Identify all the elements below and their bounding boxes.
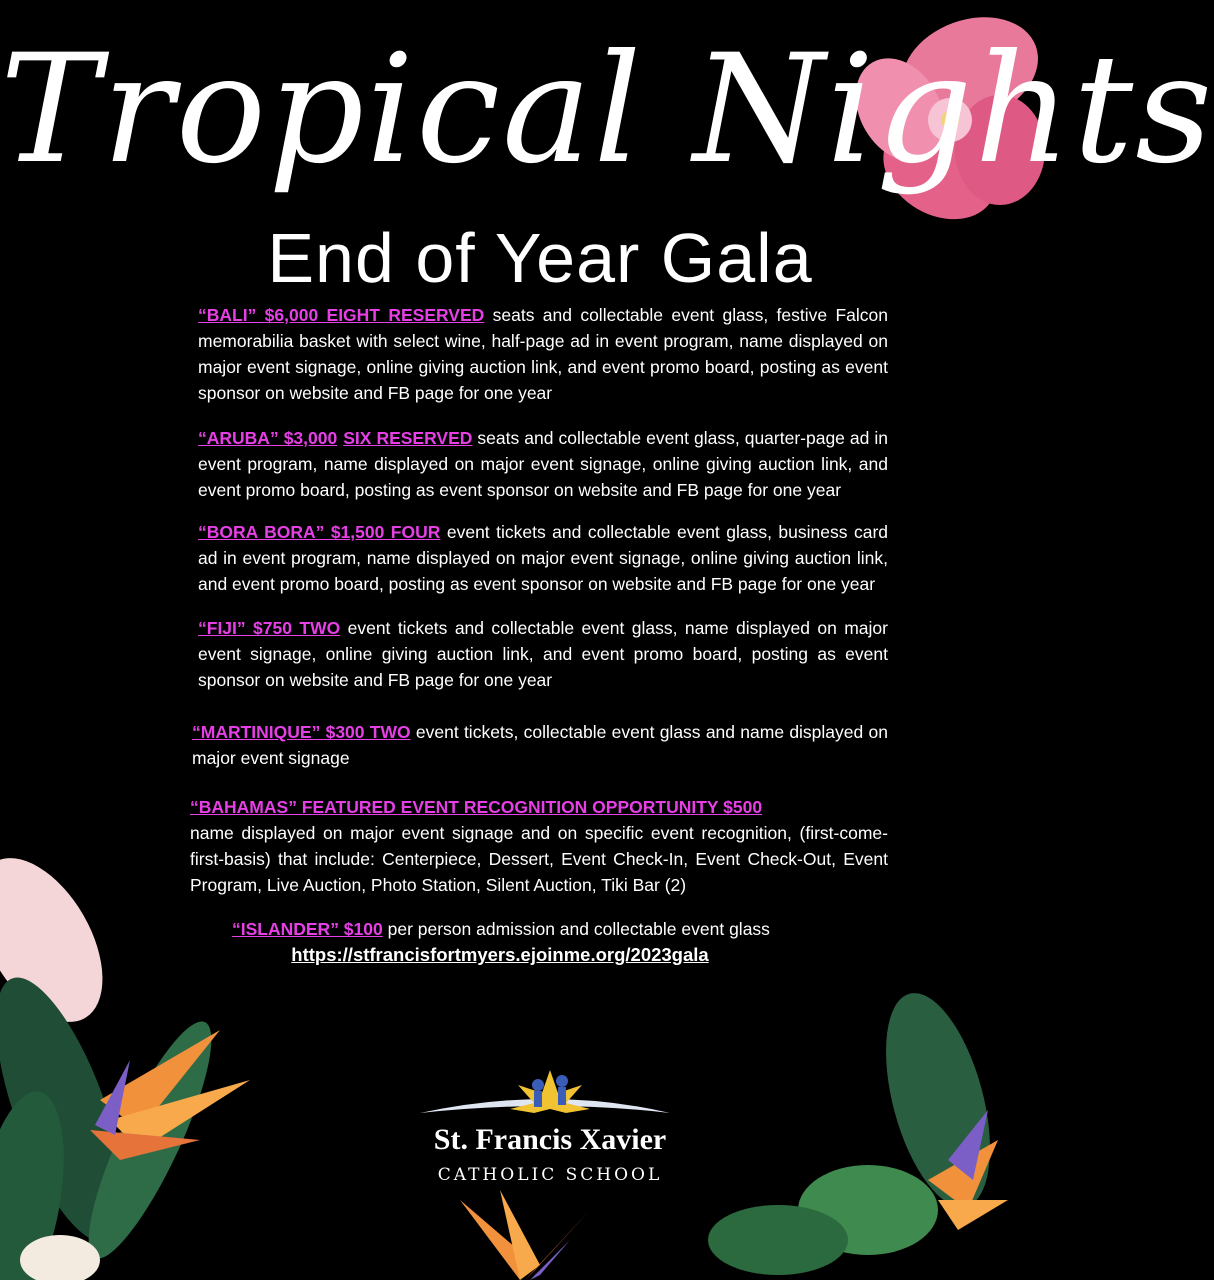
tier-description: name displayed on major event signage and on specific event recognition, (first-come-first-basis) that include: Centerpiece, Dessert, Event Check-In, Event Check-Out, Event Program, Live Auction, Photo Station, Silent Auction, Tiki Bar (2)	[190, 823, 888, 895]
tier-islander	[232, 916, 888, 942]
school-name: St. Francis Xavier	[433, 1123, 667, 1156]
tier-description: event tickets and collectable event glass, business card ad in event program, name displayed on major event signage, online giving auction link, and event promo board, posting as event sponsor on website and FB page for one year	[198, 522, 889, 594]
tropical-leaves-bottom-right	[688, 980, 1008, 1280]
tier-description: seats and collectable event glass, festive Falcon memorabilia basket with select wine, half-page ad in event program, name displayed on major event signage, online giving auction link, and event promo board, posting as event sponsor on website and FB page for one year	[198, 305, 888, 403]
tier-heading: “BALI” $6,000 EIGHT RESERVED	[198, 305, 485, 325]
tier-description: event tickets and collectable event glass, name displayed on major event signage, online giving auction link, and event promo board, posting as event sponsor on website and FB page for one year	[198, 618, 888, 690]
tier-heading: “ISLANDER” $100	[232, 919, 383, 939]
tier-description: per person admission and collectable event glass	[382, 919, 770, 939]
event-title: Tropical Nights	[0, 23, 1214, 197]
tier-bahamas	[190, 794, 888, 898]
tier-bali	[198, 302, 888, 406]
tier-heading-seats: SIX RESERVED	[343, 428, 473, 448]
school-subtitle: CATHOLIC SCHOOL	[437, 1165, 663, 1185]
school-emblem-icon	[420, 1065, 680, 1125]
tier-heading: “BAHAMAS” FEATURED EVENT RECOGNITION OPPORTUNITY $500	[190, 797, 763, 817]
gala-registration-link[interactable]: https://stfrancisfortmyers.ejoinme.org/2023gala	[291, 944, 709, 965]
school-logo	[420, 1065, 680, 1205]
event-subtitle: End of Year Gala	[267, 219, 813, 297]
tier-bora-bora	[198, 519, 888, 597]
tier-description: event tickets, collectable event glass and name displayed on major event signage	[192, 722, 888, 768]
tier-heading: “FIJI” $750 TWO	[198, 618, 341, 638]
tier-aruba	[198, 425, 888, 503]
tier-description: seats and collectable event glass, quarter-page ad in event program, name displayed on major event signage, online giving auction link, and event promo board, posting as event sponsor on website and FB page for one year	[198, 428, 889, 500]
tier-heading: “ARUBA” $3,000	[198, 428, 338, 448]
tier-fiji	[198, 615, 888, 693]
tier-martinique	[192, 719, 888, 771]
tier-heading: “MARTINIQUE” $300 TWO	[192, 722, 411, 742]
tier-heading: “BORA BORA” $1,500 FOUR	[198, 522, 441, 542]
